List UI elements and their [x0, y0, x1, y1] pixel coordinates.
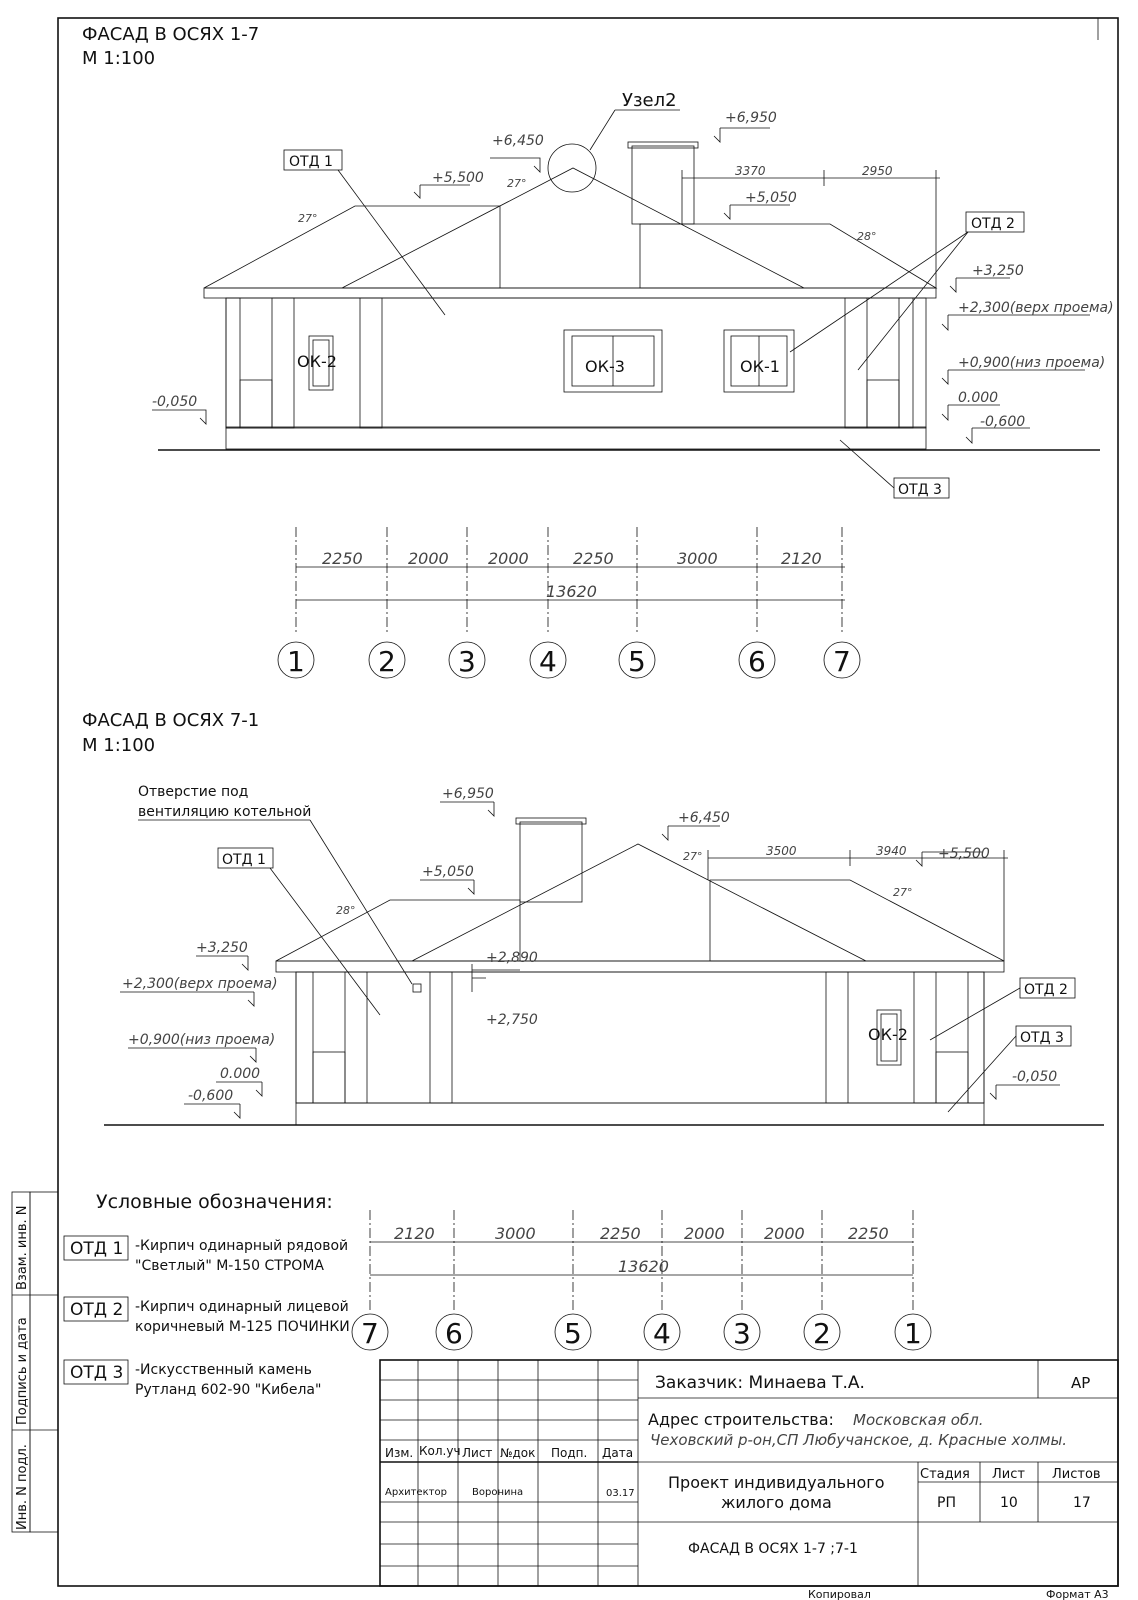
lvl2-0900: +0,900(низ проема) [128, 1032, 276, 1048]
legend-code-1: ОТД 1 [70, 1239, 124, 1259]
lvl-0900: +0,900(низ проема) [958, 355, 1106, 371]
axis2-6: 6 [445, 1317, 463, 1350]
lvl2-m0600: -0,600 [188, 1088, 234, 1104]
window2-ok2: ОК-2 [868, 1025, 908, 1044]
axis2-7: 7 [361, 1317, 379, 1350]
stamp-replace: Взам. инв. N [15, 1205, 30, 1290]
angle-c: 28° [857, 230, 877, 243]
legend-1-line1: -Кирпич одинарный рядовой [135, 1238, 349, 1254]
facade1-scale: М 1:100 [82, 48, 156, 69]
dim2-2: 2250 [600, 1224, 641, 1243]
stamp-inv: Инв. N подл. [15, 1444, 30, 1530]
angle2-a: 27° [683, 850, 703, 863]
axis1-5: 5 [628, 645, 646, 678]
lvl2-6450: +6,450 [678, 810, 730, 826]
facade1-title: ФАСАД В ОСЯХ 1-7 [82, 24, 260, 45]
callout-otd2: ОТД 2 [971, 216, 1015, 232]
angle2-b: 28° [336, 904, 356, 917]
tb-sheet-title: ФАСАД В ОСЯХ 1-7 ;7-1 [688, 1541, 858, 1557]
axis2-5: 5 [564, 1317, 582, 1350]
lvl-6450: +6,450 [492, 133, 544, 149]
facade2-title: ФАСАД В ОСЯХ 7-1 [82, 710, 260, 731]
dim2-total: 13620 [618, 1257, 669, 1276]
lvl-m0600: -0,600 [980, 414, 1026, 430]
tb-col-ndok: №док [500, 1446, 536, 1460]
tb-col-data: Дата [602, 1446, 634, 1460]
tb-sheets: 17 [1073, 1495, 1091, 1511]
dim1-total: 13620 [546, 582, 597, 601]
angle-a: 27° [298, 212, 318, 225]
axis1-1: 1 [287, 645, 305, 678]
tb-col-podp: Подп. [551, 1446, 588, 1460]
axis1-3: 3 [458, 645, 476, 678]
window-ok1: ОК-1 [740, 357, 780, 376]
lvl2-6950: +6,950 [442, 786, 494, 802]
dim1-4: 3000 [677, 549, 718, 568]
top2-dim-3940: 3940 [876, 844, 907, 858]
axis1-4: 4 [539, 645, 557, 678]
top-dim-3370: 3370 [735, 164, 766, 178]
legend-code-2: ОТД 2 [70, 1300, 124, 1320]
tb-date: 03.17 [606, 1488, 635, 1499]
dim1-2: 2000 [488, 549, 529, 568]
axis2-2: 2 [813, 1317, 831, 1350]
lvl2-2890: +2,890 [486, 950, 538, 966]
legend [64, 1191, 350, 1398]
top2-dim-3500: 3500 [766, 844, 797, 858]
dim2-5: 2250 [848, 1224, 889, 1243]
lvl-5050: +5,050 [745, 190, 797, 206]
dim2-0: 2120 [394, 1224, 435, 1243]
dim2-4: 2000 [764, 1224, 805, 1243]
tb-col-list: Лист [462, 1446, 493, 1460]
sheet-frame [58, 18, 1118, 1586]
lvl2-5050: +5,050 [422, 864, 474, 880]
lvl2-2750: +2,750 [486, 1012, 538, 1028]
vent-note-1: Отверстие под [138, 784, 249, 800]
window-ok2: ОК-2 [297, 352, 337, 371]
side-stamp [12, 1192, 58, 1532]
lvl-6950: +6,950 [725, 110, 777, 126]
tb-address-1: Московская обл. [853, 1411, 984, 1429]
facade2-scale: М 1:100 [82, 735, 156, 756]
axis1-2: 2 [378, 645, 396, 678]
top-dim-2950: 2950 [862, 164, 893, 178]
angle-b: 27° [507, 177, 527, 190]
dim2-3: 2000 [684, 1224, 725, 1243]
node-label: Узел2 [622, 90, 677, 111]
tb-stage: РП [937, 1495, 956, 1511]
legend-2-line2: коричневый М-125 ПОЧИНКИ [135, 1319, 350, 1335]
dim1-0: 2250 [322, 549, 363, 568]
lvl-3250: +3,250 [972, 263, 1024, 279]
tb-person: Воронина [472, 1487, 524, 1498]
facade2-dims [352, 1210, 931, 1350]
callout2-otd3: ОТД 3 [1020, 1030, 1064, 1046]
axis2-3: 3 [733, 1317, 751, 1350]
lvl-m0050: -0,050 [152, 394, 198, 410]
footer-copied: Копировал [808, 1588, 871, 1600]
footer-format: Формат А3 [1046, 1588, 1109, 1600]
tb-stage-label: Стадия [920, 1467, 970, 1482]
axis2-1: 1 [904, 1317, 922, 1350]
tb-sheet: 10 [1000, 1495, 1018, 1511]
lvl2-m0050: -0,050 [1012, 1069, 1058, 1085]
tb-customer: Заказчик: Минаева Т.А. [655, 1373, 865, 1393]
window-ok3: ОК-3 [585, 357, 625, 376]
callout2-otd2: ОТД 2 [1024, 982, 1068, 998]
axis1-7: 7 [833, 645, 851, 678]
legend-3-line2: Рутланд 602-90 "Кибела" [135, 1382, 322, 1398]
lvl2-0000: 0.000 [220, 1066, 261, 1082]
legend-title: Условные обозначения: [96, 1191, 333, 1213]
tb-role: Архитектор [385, 1487, 447, 1498]
lvl2-3250: +3,250 [196, 940, 248, 956]
vent-note-2: вентиляцию котельной [138, 804, 312, 820]
lvl-2300: +2,300(верх проема) [958, 300, 1114, 316]
tb-col-koluch: Кол.уч [419, 1444, 461, 1458]
lvl-0000: 0.000 [958, 390, 999, 406]
tb-address-2: Чеховский р-он,СП Любучанское, д. Красные холмы. [650, 1431, 1068, 1449]
tb-project-1: Проект индивидуального [668, 1473, 885, 1492]
axis2-4: 4 [653, 1317, 671, 1350]
tb-code: АР [1071, 1374, 1091, 1392]
dim1-5: 2120 [781, 549, 822, 568]
tb-sheet-label: Лист [992, 1467, 1025, 1482]
legend-3-line1: -Искусственный камень [135, 1362, 312, 1378]
facade-1 [82, 24, 1114, 678]
tb-col-izm: Изм. [385, 1446, 414, 1460]
legend-2-line1: -Кирпич одинарный лицевой [135, 1299, 349, 1315]
axis1-6: 6 [748, 645, 766, 678]
dim1-1: 2000 [408, 549, 449, 568]
callout2-otd1: ОТД 1 [222, 852, 266, 868]
lvl-5500: +5,500 [432, 170, 484, 186]
stamp-sign: Подпись и дата [15, 1317, 30, 1425]
lvl2-5500: +5,500 [938, 846, 990, 862]
dim2-1: 3000 [495, 1224, 536, 1243]
legend-code-3: ОТД 3 [70, 1363, 124, 1383]
callout-otd3: ОТД 3 [898, 482, 942, 498]
lvl2-2300: +2,300(верх проема) [122, 976, 278, 992]
legend-1-line2: "Светлый" М-150 СТРОМА [135, 1258, 324, 1274]
callout-otd1: ОТД 1 [289, 154, 333, 170]
dim1-3: 2250 [573, 549, 614, 568]
facade-2 [82, 710, 1104, 1125]
title-block [380, 1360, 1118, 1586]
tb-sheets-label: Листов [1052, 1467, 1101, 1482]
angle2-c: 27° [893, 886, 913, 899]
tb-project-2: жилого дома [721, 1493, 832, 1512]
tb-address-label: Адрес строительства: [648, 1410, 834, 1429]
